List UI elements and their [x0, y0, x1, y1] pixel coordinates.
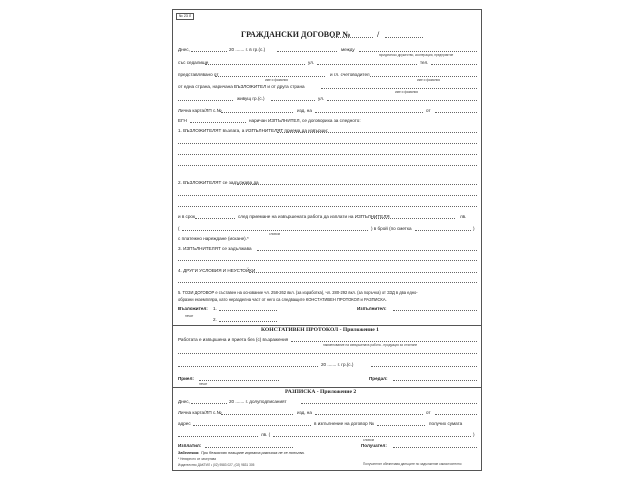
date-field[interactable]	[191, 51, 227, 52]
accountant-sub: име и фамилия	[417, 78, 441, 82]
receipt-slovom-sub: словом	[363, 438, 374, 442]
label-izpalnitel-intro: наричан ИЗПЪЛНИТЕЛ, се договориха за следното:	[249, 118, 361, 123]
signature-line-1[interactable]	[219, 310, 277, 311]
work-description-line[interactable]	[178, 353, 477, 354]
clause-4-line[interactable]	[249, 272, 477, 273]
label-zhiveesht: живущ гр.(с.)	[237, 96, 265, 101]
label-ul: ул.	[308, 60, 315, 65]
label-platezhno: с платежно нареждане (искане).*	[178, 236, 249, 241]
company-sub: юридическо дружество, кооперация, предприятие	[379, 53, 454, 57]
protocol-date-field[interactable]	[178, 366, 318, 367]
sign-number-2: 2.	[213, 317, 217, 322]
section-separator-1	[173, 325, 481, 326]
receipt-contract-no-field[interactable]	[377, 425, 425, 426]
protocol-title: КОНСТАТИВЕН ПРОТОКОЛ - Приложение 1	[261, 327, 379, 333]
receipt-note: При безкасово плащане горната разписка не се попълва.	[201, 451, 305, 455]
label-predstavlyavano: представлявано от	[178, 72, 219, 77]
protocol-city-field[interactable]	[371, 366, 477, 367]
label-priel: Приел:	[178, 376, 194, 381]
clause-1-line[interactable]	[277, 132, 477, 133]
amount-field[interactable]	[371, 218, 455, 219]
contractor-name-field[interactable]	[321, 88, 477, 89]
issued-by-field[interactable]	[315, 112, 423, 113]
clause-4-line[interactable]	[178, 282, 477, 283]
receipt-signee-field[interactable]	[301, 403, 477, 404]
receipt-amount-field[interactable]	[178, 436, 258, 437]
clause-5b: образни екземпляра, като неразделна част от него са следващите КОНСТАТИВЕН ПРОТОКОЛ и РАЗПИСКА.	[178, 297, 387, 302]
label-lichna: Лична карта/ЛП с.№	[178, 108, 222, 113]
clause-3-line[interactable]	[178, 260, 477, 261]
label-rabota: Работата е извършена и приета без (с) възражения	[178, 337, 289, 342]
label-ul-2: ул.	[318, 96, 325, 101]
strike-note: * Невярното се зачертава	[178, 457, 217, 461]
label-vazlozhitel-line: от една страна, наричана ВЪЗЛОЖИТЕЛ и от друга страна	[178, 84, 305, 89]
stamp-label: печат	[185, 314, 194, 318]
clause-1-line[interactable]	[178, 165, 477, 166]
label-predal: Предал:	[369, 376, 388, 381]
receipt-label-dnes: Днес,	[178, 399, 190, 404]
residence-street-field[interactable]	[327, 100, 477, 101]
contract-number-field[interactable]	[331, 37, 373, 38]
accountant-field[interactable]	[370, 76, 477, 77]
label-lv: лв.	[460, 214, 467, 219]
receipt-year: 20 ....... г. долуподписаният	[229, 399, 287, 404]
clause-3: 3. ИЗПЪЛНИТЕЛЯТ се задължава	[178, 246, 252, 251]
phone-field[interactable]	[431, 64, 477, 65]
egn-field[interactable]	[190, 122, 246, 123]
clause-1-line[interactable]	[178, 154, 477, 155]
receipt-id-field[interactable]	[221, 414, 293, 415]
label-srok-rest: след приемане на извършената работа да изплати на ИЗПЪЛНИТЕЛЯ	[238, 214, 390, 219]
label-schetovoditel: и гл. счетоводител	[330, 72, 370, 77]
clause-1-line[interactable]	[178, 143, 477, 144]
contractor-signature-line[interactable]	[393, 310, 477, 311]
issued-on-field[interactable]	[435, 112, 477, 113]
clause-2: 2. ВЪЗЛОЖИТЕЛЯТ се задължава да	[178, 180, 259, 185]
city-field[interactable]	[277, 51, 337, 52]
label-ot: от	[426, 108, 431, 113]
amount-words-field[interactable]	[182, 230, 368, 231]
label-srok: и в срок	[178, 214, 195, 219]
work-description-field[interactable]	[291, 341, 477, 342]
clause-1: 1. ВЪЗЛОЖИТЕЛЯТ възлага, а ИЗПЪЛНИТЕЛЯТ приема да извърши:	[178, 128, 329, 133]
clause-5a: 5. ТОЗИ ДОГОВОР е съставен на основание чл. 258-262 вкл. (за изработка), чл. 280-292 вкл. (за поръчка) от ЗЗД в два едно-	[178, 290, 418, 295]
receipt-label-izplatil: Изплатил:	[178, 443, 202, 448]
receipt-issued-on-field[interactable]	[435, 414, 477, 415]
protocol-stamp: печат	[199, 382, 208, 386]
company-field[interactable]	[359, 51, 477, 52]
label-dnes: Днес,	[178, 47, 190, 52]
representative-sub: име и фамилия	[265, 78, 289, 82]
label-izd: изд. на	[297, 108, 312, 113]
label-v-broi: ) в брой (по сметка	[371, 226, 412, 231]
sign-number-1: 1.	[213, 306, 217, 311]
contract-form: № 23 Л ГРАЖДАНСКИ ДОГОВОР № / Днес, 20 ....... г. в гр.(с.) между юридическо дружество, кооперация, предприятие със седалище ул. тел. представлявано от име и фамилия и гл. счетоводител име и фамилия от една страна, наричана ВЪЗЛОЖИТЕЛ и от друга страна име и фамилия живущ гр.(с.) ул. Лична карта/ЛП с.№ изд. на от ЕГН наричан ИЗПЪЛНИТЕЛ, се договориха за следното: 1. ВЪЗЛОЖИТЕЛЯТ възлага, а ИЗПЪЛНИТЕЛЯТ приема да извърши: 2. ВЪЗЛОЖИТЕЛЯТ се задължава да и в срок след приемане на извършената работа да изплати на ИЗПЪЛНИТЕЛЯ лв. ( словом ) в брой (по сметка ) с платежно нареждане (искане).* 3. ИЗПЪЛНИТЕЛЯТ се задължава 4. ДРУГИ УСЛОВИЯ И НЕУСТОЙКИ 5. ТОЗИ ДОГОВОР е съставен на основание чл. 258-262 вкл. (за изработка), чл. 280-292 вкл. (за поръчка) от ЗЗД в два едно- образни екземпляра, като неразделна част от него са следващите КОНСТАТИВЕН ПРОТОКОЛ и РАЗПИСКА. Възложител: 1. Изпълнител: печат 2. КОНСТАТИВЕН ПРОТОКОЛ - Приложение 1 Работата е извършена и приета без (с) възражения наименование на извършената работа - продукция за отчитане 20 ....... г. гр.(с.) Приел: печат Предал: РАЗПИСКА - Приложение 2 Днес, 20 ....... г. долуподписаният Лична карта/ЛП с.№ изд. на от адрес в изпълнение на договор № получих сумата лв. ( ) словом Изплатил: Получател: Забележка: При безкасово плащане горната разписка не се попълва. * Невярното се зачертава Получателят обезпечава данъците по задължение самостоятелно Издателство ДАКТИЛ ▪ (02) 9583 027, (02) 9831 305	[172, 9, 482, 471]
receipt-note-label: Забележка:	[178, 451, 200, 455]
clause-2-line[interactable]	[237, 184, 477, 185]
receipt-label-izpalnenie: в изпълнение на договор №	[314, 421, 374, 426]
label-year-city: 20 ....... г. в гр.(с.)	[229, 47, 266, 52]
receipt-label-ot: от	[426, 410, 431, 415]
label-mezhdu: между	[341, 47, 355, 52]
contract-date-field[interactable]	[385, 37, 423, 38]
receipt-label-poluchih: получих сумата	[429, 421, 463, 426]
form-title: ГРАЖДАНСКИ ДОГОВОР №	[241, 30, 351, 39]
receipt-issued-by-field[interactable]	[315, 414, 423, 415]
receipt-title: РАЗПИСКА - Приложение 2	[285, 389, 357, 395]
protocol-year: 20 ....... г. гр.(с.)	[321, 362, 354, 367]
contractor-name-sub: име и фамилия	[395, 90, 419, 94]
label-vazlozhitel-sign: Възложител:	[178, 306, 208, 311]
receipt-label-lv: лв. (	[261, 432, 271, 437]
receipt-label-poluchatel: Получател:	[361, 443, 387, 448]
clause-4: 4. ДРУГИ УСЛОВИЯ И НЕУСТОЙКИ	[178, 268, 256, 273]
receipt-label-izd: изд. на	[297, 410, 312, 415]
tax-note: Получателят обезпечава данъците по задължение самостоятелно	[363, 462, 462, 466]
receipt-amount-words-field[interactable]	[273, 436, 471, 437]
clause-3-line[interactable]	[257, 250, 477, 251]
receipt-address-field[interactable]	[193, 425, 311, 426]
receipt-label-lichna: Лична карта/ЛП с.№	[178, 410, 222, 415]
clause-2-line[interactable]	[178, 195, 477, 196]
publisher-footer: Издателство ДАКТИЛ ▪ (02) 9583 027, (02) 9831 305	[178, 463, 255, 467]
representative-field[interactable]	[215, 76, 325, 77]
form-code: № 23 Л	[176, 13, 194, 20]
title-slash: /	[377, 30, 380, 39]
label-tel: тел.	[420, 60, 429, 65]
term-field[interactable]	[195, 218, 235, 219]
receipt-label-adres: адрес	[178, 421, 191, 426]
account-field[interactable]	[415, 230, 471, 231]
slovom-sub: словом	[269, 232, 280, 236]
handed-by-field[interactable]	[393, 380, 477, 381]
received-by-field[interactable]	[199, 380, 279, 381]
label-egn: ЕГН	[178, 118, 187, 123]
residence-city-field[interactable]	[271, 100, 315, 101]
receipt-date-field[interactable]	[191, 403, 227, 404]
section-separator-2	[173, 387, 481, 388]
paid-by-field[interactable]	[205, 447, 293, 448]
seat-field[interactable]	[205, 64, 305, 65]
label-izpalnitel-sign: Изпълнител:	[357, 306, 387, 311]
contractor-extra-field[interactable]	[178, 100, 233, 101]
recipient-field[interactable]	[393, 447, 477, 448]
street-field[interactable]	[317, 64, 417, 65]
clause-2-line[interactable]	[178, 206, 477, 207]
signature-line-2[interactable]	[219, 321, 277, 322]
work-description-sub: наименование на извършената работа - продукция за отчитане	[323, 343, 418, 347]
label-sedalishte: със седалище	[178, 60, 209, 65]
id-card-field[interactable]	[221, 112, 293, 113]
